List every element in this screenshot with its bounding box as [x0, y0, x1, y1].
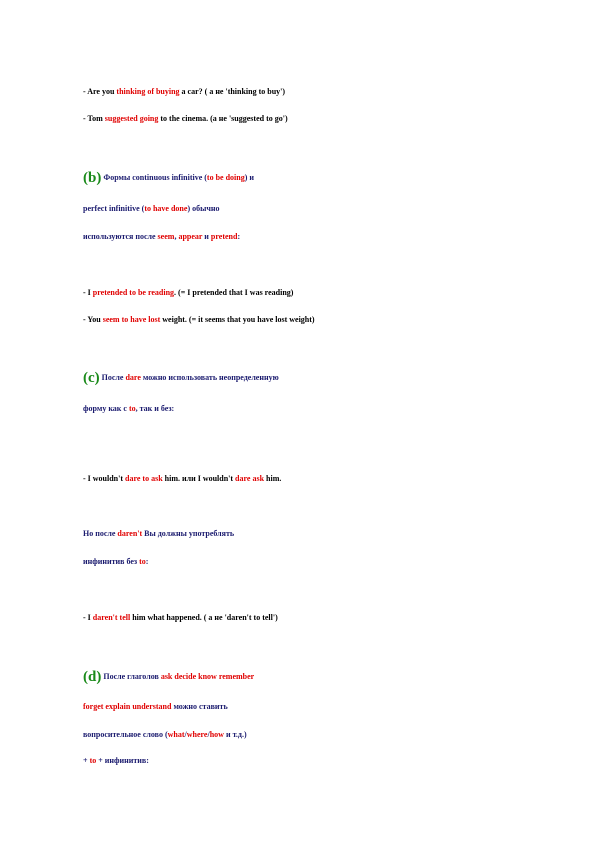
- text-run: - I wouldn't: [83, 474, 126, 483]
- text-line: [83, 613, 278, 623]
- text-line: [83, 756, 149, 766]
- text-run: , так и без:: [135, 404, 175, 413]
- text-run: Формы continuous infinitive (: [101, 173, 207, 182]
- text-line: [83, 171, 254, 186]
- text-run: - I: [83, 288, 93, 297]
- text-run: - Are you: [83, 87, 117, 96]
- text-run: После: [99, 373, 126, 382]
- highlighted-term: to be doing: [206, 173, 245, 182]
- text-run: ) обычно: [187, 204, 220, 213]
- text-line: [83, 529, 234, 539]
- text-run: /: [207, 730, 210, 739]
- text-run: ) и: [244, 173, 254, 182]
- highlighted-term: appear: [178, 232, 203, 241]
- text-run: После глаголов: [101, 672, 161, 681]
- highlighted-term: ask decide know remember: [160, 672, 255, 681]
- text-run: + инфинитив:: [96, 756, 149, 765]
- text-line: [83, 288, 293, 298]
- text-line: [83, 474, 281, 484]
- section-marker: (c): [83, 370, 100, 386]
- text-run: форму как с: [83, 404, 129, 413]
- text-run: :: [145, 557, 149, 566]
- text-run: /: [184, 730, 187, 739]
- highlighted-term: what: [167, 730, 185, 739]
- text-run: Но после: [83, 529, 118, 538]
- text-run: используются после: [83, 232, 158, 241]
- text-line: [83, 404, 174, 414]
- highlighted-term: seem: [157, 232, 175, 241]
- highlighted-term: to: [128, 404, 136, 413]
- text-line: [83, 232, 240, 242]
- highlighted-term: suggested going: [104, 114, 159, 123]
- text-run: - You: [83, 315, 103, 324]
- highlighted-term: daren't tell: [92, 613, 131, 622]
- section-marker: (b): [83, 170, 102, 186]
- highlighted-term: pretend: [210, 232, 238, 241]
- text-run: можно использовать неопределенную: [140, 373, 279, 382]
- text-run: +: [83, 756, 90, 765]
- section-marker: (d): [83, 669, 102, 685]
- text-line: [83, 315, 315, 325]
- highlighted-term: how: [209, 730, 224, 739]
- text-line: [83, 114, 288, 124]
- text-run: :: [237, 232, 241, 241]
- highlighted-term: thinking of buying: [116, 87, 180, 96]
- text-run: him.: [264, 474, 282, 483]
- highlighted-term: dare ask: [235, 474, 265, 483]
- highlighted-term: daren't: [117, 529, 143, 538]
- highlighted-term: to: [139, 557, 146, 566]
- highlighted-term: pretended to be reading: [92, 288, 175, 297]
- highlighted-term: dare: [125, 373, 141, 382]
- text-line: [83, 557, 148, 567]
- text-run: вопросительное слово (: [83, 730, 168, 739]
- text-run: perfect infinitive (: [83, 204, 145, 213]
- highlighted-term: to have done: [144, 204, 188, 213]
- text-run: и: [202, 232, 211, 241]
- text-run: - I: [83, 613, 93, 622]
- text-run: weight. (= it seems that you have lost weight): [160, 315, 315, 324]
- text-run: инфинитив без: [83, 557, 140, 566]
- highlighted-term: seem to have lost: [102, 315, 161, 324]
- text-run: можно ставить: [171, 702, 228, 711]
- text-run: и т.д.): [223, 730, 247, 739]
- text-line: [83, 87, 285, 97]
- text-run: a car? ( a не 'thinking to buy'): [179, 87, 286, 96]
- text-line: [83, 204, 219, 214]
- text-line: [83, 730, 247, 740]
- highlighted-term: to: [89, 756, 97, 765]
- highlighted-term: forget explain understand: [83, 702, 172, 711]
- text-run: Вы должны употреблять: [142, 529, 235, 538]
- highlighted-term: dare to ask: [125, 474, 163, 483]
- text-run: . (= I pretended that I was reading): [174, 288, 294, 297]
- text-line: [83, 371, 279, 386]
- text-line: [83, 702, 228, 712]
- text-run: him. или I wouldn't: [162, 474, 236, 483]
- text-run: - Tom: [83, 114, 105, 123]
- text-run: to the cinema. (а не 'suggested to go'): [158, 114, 288, 123]
- highlighted-term: where: [186, 730, 208, 739]
- text-run: him what happened. ( а не 'daren't to tell'): [130, 613, 278, 622]
- text-run: ,: [174, 232, 179, 241]
- text-line: [83, 670, 254, 685]
